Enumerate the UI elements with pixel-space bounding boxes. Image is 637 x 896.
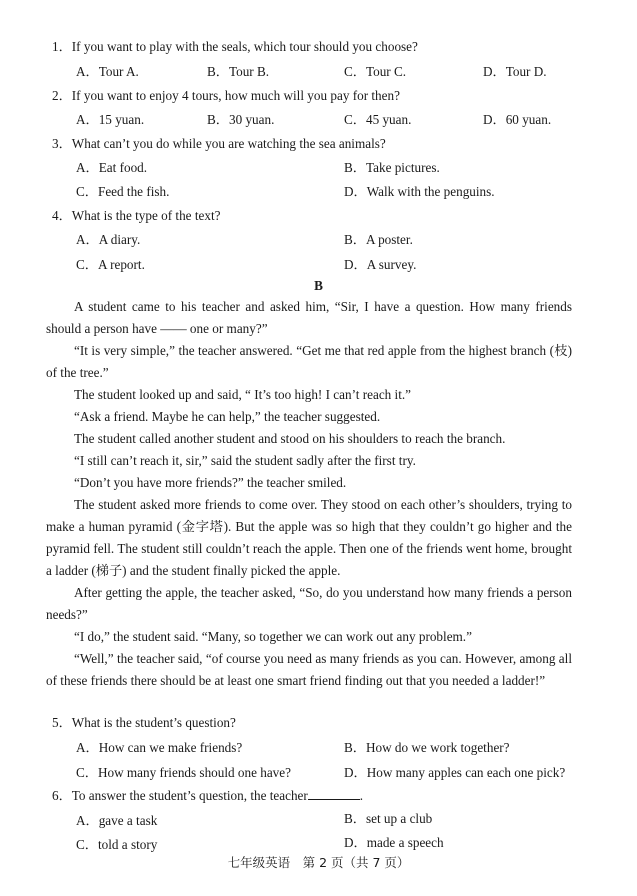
q3-option-c: C．Feed the fish. [76,184,170,199]
q2-option-a: A．15 yuan. [76,112,145,127]
q6-stem-text: 6．To answer the student’s question, the teacher [52,788,308,803]
question-1-stem: 1．If you want to play with the seals, which tour should you choose? [52,39,418,54]
q4-option-a: A．A diary. [76,232,141,247]
q6-stem-end: . [359,788,364,803]
page-footer: 七年级英语 第 2 页（共 7 页） [227,855,410,870]
q3-option-d: D．Walk with the penguins. [344,184,495,199]
passage-paragraph: After getting the apple, the teacher asked, “So, do you understand how many friends a person needs?” [46,585,572,622]
q6-option-a: A．gave a task [76,813,158,828]
question-4-stem: 4．What is the type of the text? [52,208,221,223]
q1-option-c: C．Tour C. [344,64,407,79]
passage-paragraph: The student asked more friends to come over. They stood on each other’s shoulders, trying to make a human pyramid (金字塔). But the apple was so high that they couldn’t go higher and the pyramid fell. The student still couldn’t reach the apple. Then one of the friends went home, brought a ladder (梯子) and the student finally picked the apple. [46,497,572,578]
question-3-stem: 3．What can’t you do while you are watching the sea animals? [52,136,386,151]
question-6-stem [52,785,363,804]
passage-paragraph: “Well,” the teacher said, “of course you need as many friends as you can. However, among all of these friends there should be at least one smart friend finding out that you needed a ladder!” [46,651,572,688]
q1-option-a: A．Tour A. [76,64,139,79]
question-5-stem: 5．What is the student’s question? [52,715,236,730]
passage-paragraph: “Ask a friend. Maybe he can help,” the teacher suggested. [74,409,381,424]
q4-option-b: B．A poster. [344,232,413,247]
q6-option-d: D．made a speech [344,835,444,850]
q3-option-a: A．Eat food. [76,160,148,175]
q1-option-d: D．Tour D. [483,64,547,79]
section-title: B [314,278,323,293]
q4-option-d: D．A survey. [344,257,417,272]
q2-option-c: C．45 yuan. [344,112,412,127]
q6-option-c: C．told a story [76,837,158,852]
q2-option-d: D．60 yuan. [483,112,552,127]
passage-paragraph: “I still can’t reach it, sir,” said the student sadly after the first try. [74,453,416,468]
q4-option-c: C．A report. [76,257,145,272]
passage-paragraph: The student looked up and said, “ It’s too high! I can’t reach it.” [74,387,412,402]
q2-option-b: B．30 yuan. [207,112,275,127]
question-2-stem: 2．If you want to enjoy 4 tours, how much will you pay for then? [52,88,400,103]
passage-paragraph: The student called another student and stood on his shoulders to reach the branch. [74,431,506,446]
passage-paragraph: “I do,” the student said. “Many, so together we can work out any problem.” [74,629,472,644]
q6-option-b: B．set up a club [344,811,433,826]
q5-option-d: D．How many apples can each one pick? [344,765,566,780]
passage-paragraph: A student came to his teacher and asked him, “Sir, I have a question. How many friends should a person have —— one or many?” [46,299,572,336]
answer-blank [308,787,360,800]
q5-option-c: C．How many friends should one have? [76,765,291,780]
q5-option-b: B．How do we work together? [344,740,510,755]
passage-paragraph: “Don’t you have more friends?” the teacher smiled. [74,475,347,490]
passage-paragraph: “It is very simple,” the teacher answered. “Get me that red apple from the highest branch (枝) of the tree.” [46,343,572,380]
q1-option-b: B．Tour B. [207,64,270,79]
q5-option-a: A．How can we make friends? [76,740,243,755]
q3-option-b: B．Take pictures. [344,160,440,175]
